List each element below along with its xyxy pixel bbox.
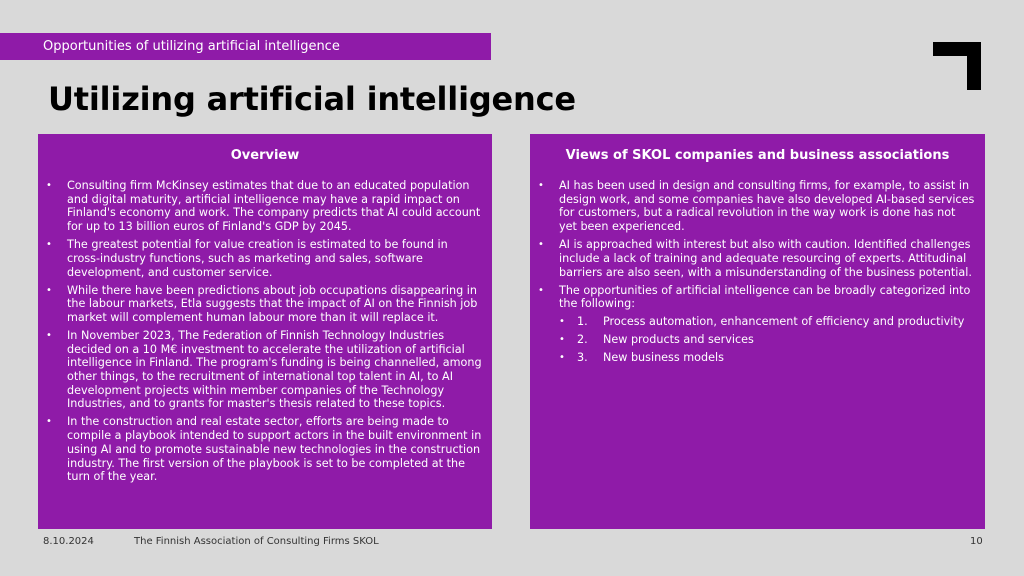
item-text: Process automation, enhancement of efficiency and productivity (603, 314, 965, 328)
corner-bracket-logo-icon (933, 42, 981, 90)
section-title: Opportunities of utilizing artificial intelligence (43, 39, 340, 54)
list-item: • In the construction and real estate sector, efforts are being made to compile a playbook intended to support actors in the built environment in using AI and to promote sustainable new technologies in the construction industry. The first version of the playbook is set to be completed at the turn of the year. (46, 415, 482, 484)
list-item: • AI has been used in design and consulting firms, for example, to assist in design work, and some companies have also developed AI-based services for customers, but a radical revolution in the way work is done has not yet been experienced. (538, 179, 975, 234)
item-number: • 1. (577, 314, 588, 328)
footer-date: 8.10.2024 (43, 536, 94, 547)
numbered-item (559, 333, 975, 347)
list-item-text: The opportunities of artificial intelligence can be broadly categorized into the following: (559, 283, 971, 311)
section-header-bar (0, 33, 491, 60)
list-item: • Consulting firm McKinsey estimates that due to an educated population and digital maturity, artificial intelligence may have a rapid impact on Finland's economy and work. The company predicts that AI could account for up to 13 billion euros of Finland's GDP by 2045. (46, 179, 482, 234)
overview-panel-title: Overview (230, 148, 300, 163)
page-number: 10 (970, 536, 983, 547)
numbered-item (559, 351, 975, 365)
footer-organization: The Finnish Association of Consulting Firms SKOL (134, 536, 379, 547)
views-panel (530, 134, 985, 529)
numbered-item (559, 315, 975, 329)
item-number: • 3. (577, 350, 588, 364)
item-text: New business models (603, 350, 724, 364)
item-text: New products and services (603, 332, 754, 346)
views-bullet-list (530, 179, 985, 365)
views-panel-title: Views of SKOL companies and business associations (565, 148, 950, 163)
page-title: Utilizing artificial intelligence (48, 80, 576, 118)
overview-bullet-list (38, 179, 492, 484)
list-item: • While there have been predictions about job occupations disappearing in the labour markets, Etla suggests that the impact of AI on the Finnish job market will complement human labour more than it will replace it. (46, 284, 482, 325)
overview-panel (38, 134, 492, 529)
item-number: • 2. (577, 332, 588, 346)
list-item: • AI is approached with interest but also with caution. Identified challenges include a lack of training and adequate resourcing of experts. Attitudinal barriers are also seen, with a misunderstanding of the business potential. (538, 238, 975, 279)
list-item (538, 284, 975, 365)
list-item: • The greatest potential for value creation is estimated to be found in cross-industry functions, such as marketing and sales, software development, and customer service. (46, 238, 482, 279)
list-item: • In November 2023, The Federation of Finnish Technology Industries decided on a 10 M€ investment to accelerate the utilization of artificial intelligence in Finland. The program's funding is being channelled, among other things, to the recruitment of international top talent in AI, to AI development projects within member companies of the Technology Industries, and to grants for master's thesis related to these topics. (46, 329, 482, 411)
opportunities-numbered-list (559, 315, 975, 365)
